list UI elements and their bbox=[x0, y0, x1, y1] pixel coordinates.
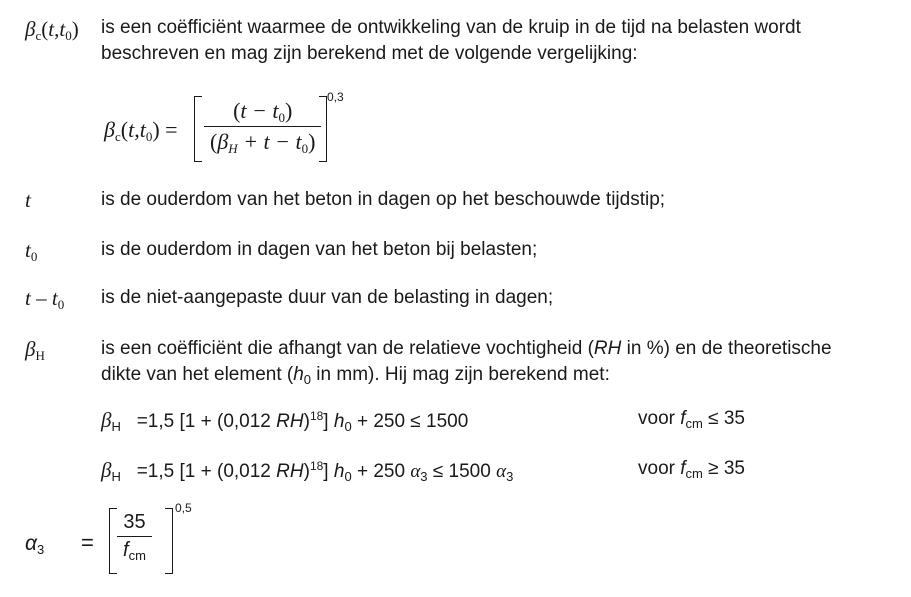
t-minus-t0-symbol: t – $t_0$ bbox=[25, 286, 65, 312]
beta-h-condition-1: voor $f_{cm} \le 35$ bbox=[638, 408, 745, 431]
t0-description: is de ouderdom in dagen van het beton bij belasten; bbox=[101, 239, 538, 260]
beta-c-description-line-2: beschreven en mag zijn berekend met de volgende vergelijking: bbox=[101, 43, 638, 64]
beta-h-equation-2: $\beta_H$ =1,5 [1 + (0,012 RH)$^{18}$] $h_0 + 250$ $\alpha_3 \le 1500$ $\alpha_3$ bbox=[101, 458, 514, 484]
t-symbol: t bbox=[25, 188, 31, 212]
beta-h-equation-1: $\beta_H$ =1,5 [1 + (0,012 RH)$^{18}$] $h_0 + 250 \le 1500$ bbox=[101, 408, 469, 434]
t-minus-t0-description: is de niet-aangepaste duur van de belasting in dagen; bbox=[101, 287, 554, 308]
beta-c-description-line-1: is een coëfficiënt waarmee de ontwikkeling van de kruip in de tijd na belasten wordt bbox=[101, 17, 801, 38]
beta-h-condition-2: voor $f_{cm} \ge 35$ bbox=[638, 458, 745, 481]
t-description: is de ouderdom van het beton in dagen op het beschouwde tijdstip; bbox=[101, 189, 666, 210]
alpha-3-fraction: 35 $f_{cm}$ bbox=[117, 511, 152, 562]
beta-h-symbol: $\beta_H$ bbox=[25, 337, 45, 363]
beta-c-exponent: 0,3 bbox=[327, 90, 344, 104]
beta-c-fraction: $\frac{(t - t_0)}{(\beta_H + t - t_0)}$ bbox=[204, 98, 321, 155]
t0-symbol: $t_0$ bbox=[25, 238, 38, 264]
alpha-3-exponent: 0,5 bbox=[175, 501, 192, 515]
beta-h-description-line-1: is een coëfficiënt die afhangt van de relatieve vochtigheid (RH in %) en de theoretische bbox=[101, 338, 832, 359]
beta-c-symbol: $\beta_c(t,t_0)$ bbox=[25, 17, 79, 43]
beta-h-description-line-2: dikte van het element ($h_0$ in mm). Hij mag zijn berekend met: bbox=[101, 364, 610, 387]
